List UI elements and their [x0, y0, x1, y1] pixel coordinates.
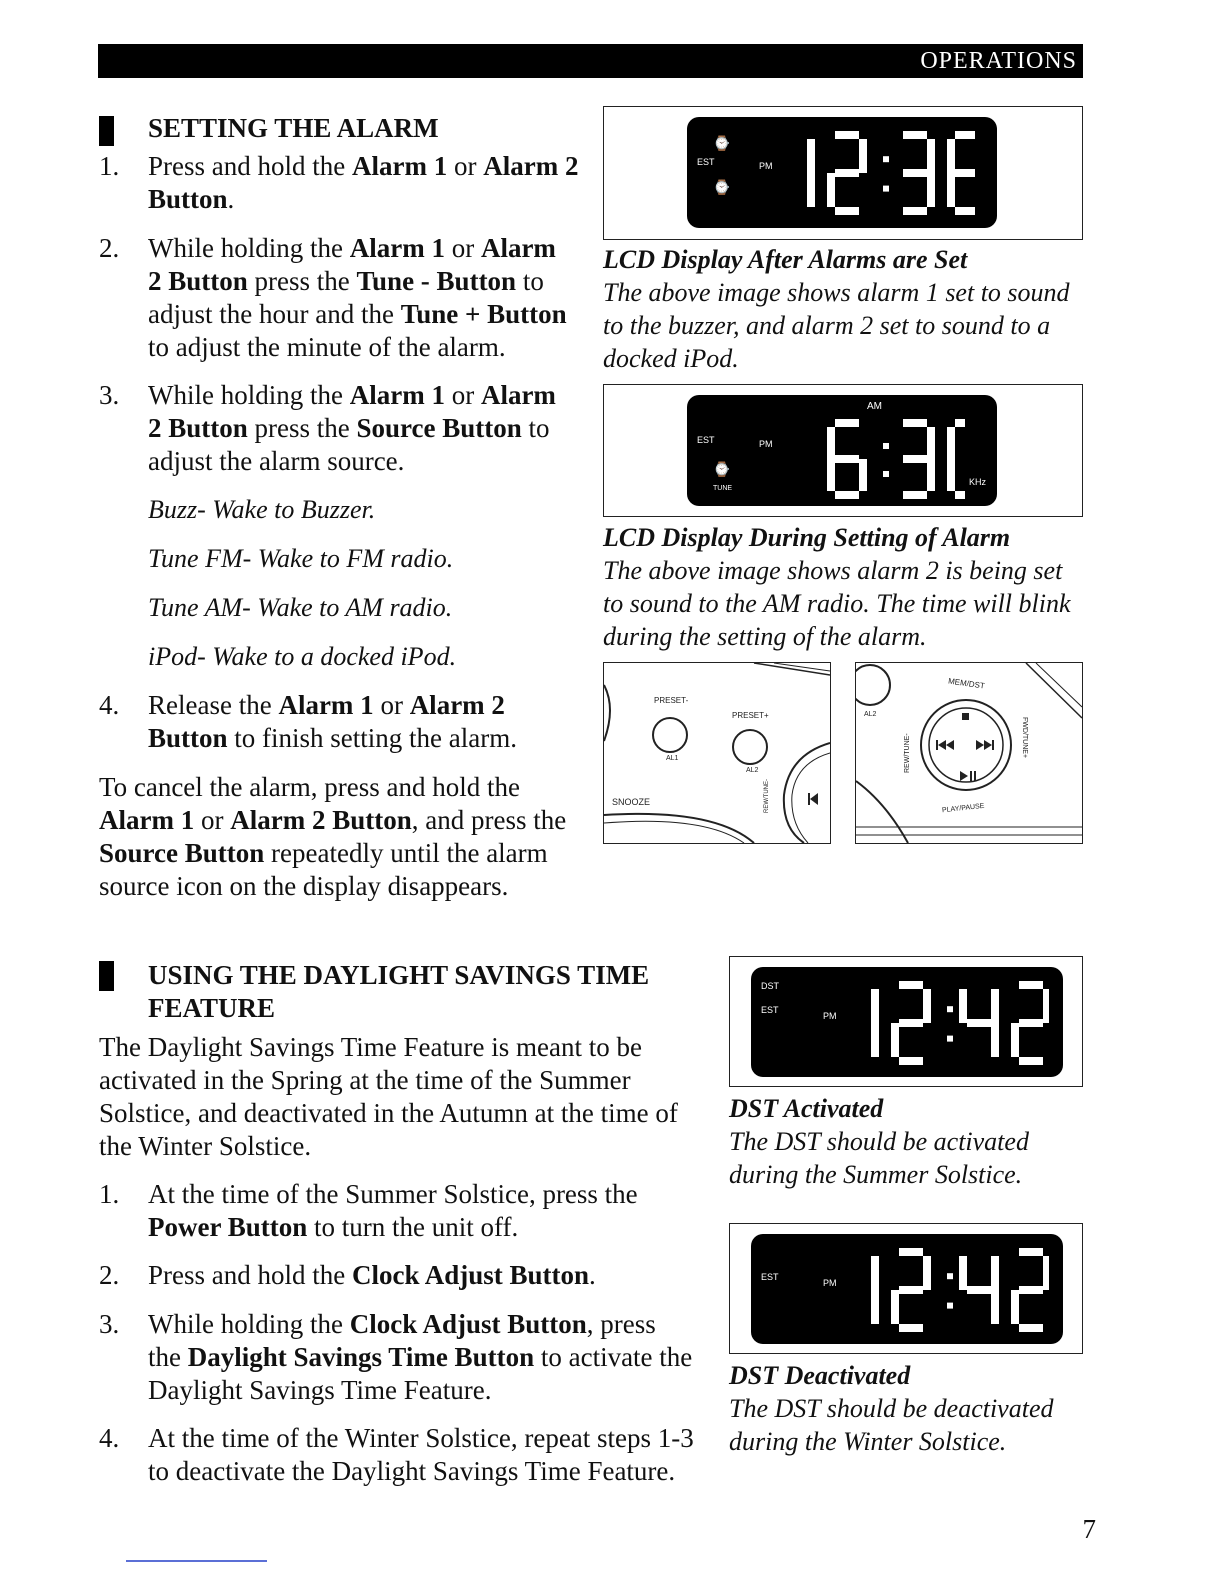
al2-label: AL2 [746, 767, 759, 774]
text-line: The above image shows alarm 1 set to sound [603, 278, 1070, 307]
text-run: or [373, 690, 410, 720]
text-run: At the time of the Summer Solstice, press the [148, 1179, 638, 1209]
text-run: , and press the [411, 805, 567, 835]
lcd-digit [891, 1248, 931, 1332]
text-line: The DST should be deactivated [729, 1394, 1054, 1423]
text-line [148, 1341, 692, 1374]
est-indicator: EST [761, 1005, 779, 1015]
text-line [148, 1178, 638, 1211]
text-line: The DST should be activated [729, 1127, 1029, 1156]
text-run: to deactivate the Daylight Savings Time Feature. [148, 1456, 676, 1486]
colon-dot [947, 1273, 953, 1279]
lcd-digit [959, 1256, 999, 1324]
text-line: The above image shows alarm 2 is being set [603, 556, 1063, 585]
text-line [148, 183, 578, 216]
bold-term: Alarm 2 [483, 151, 579, 181]
transport-panel-drawing [856, 663, 1082, 843]
text-line [148, 1308, 692, 1341]
section-marker-dst [99, 961, 114, 991]
text-run: . [589, 1260, 596, 1290]
dst-indicator: DST [761, 981, 779, 991]
lcd-digit [871, 989, 879, 1057]
text-line [148, 150, 578, 183]
text-run: adjust the hour and the [148, 299, 401, 329]
text-run: press the [247, 266, 357, 296]
lcd-digit [947, 131, 975, 215]
text-line: during the Summer Solstice. [729, 1160, 1023, 1189]
lcd3-caption-title: DST Activated [729, 1094, 884, 1123]
text-line [148, 298, 567, 331]
text-run: Press and hold the [148, 151, 352, 181]
text-run: source icon on the display disappears. [99, 871, 509, 901]
text-run: to [521, 413, 550, 443]
text-line [148, 412, 556, 445]
text-line: activated in the Spring at the time of the Summer [99, 1065, 631, 1095]
bold-term: Daylight Savings Time Button [187, 1342, 535, 1372]
am-indicator: AM [867, 401, 882, 412]
lcd-figure-dst-activated [729, 956, 1083, 1087]
lcd1-caption-title: LCD Display After Alarms are Set [603, 245, 968, 274]
step-number: 2. [99, 233, 120, 263]
lcd-figure-alarms-set [603, 106, 1083, 240]
text-run: Press and hold the [148, 1260, 352, 1290]
alarm-section-heading: SETTING THE ALARM [148, 113, 439, 143]
lcd-figure-setting-alarm [603, 384, 1083, 517]
step-text [148, 1178, 638, 1244]
est-indicator: EST [761, 1272, 779, 1282]
bold-term: Tune - Button [356, 266, 517, 296]
step-number: 1. [99, 151, 120, 181]
step-text [148, 1259, 596, 1292]
text-line [99, 870, 599, 903]
text-line: Solstice, and deactivated in the Autumn at the time of [99, 1098, 678, 1128]
dst-intro-paragraph [99, 1031, 699, 1163]
lcd4-caption-body [729, 1392, 1053, 1458]
bold-term: Alarm 1 [351, 151, 448, 181]
text-line [99, 771, 599, 804]
text-line: to sound to the AM radio. The time will blink [603, 589, 1071, 618]
source-option-fm: Tune FM- Wake to FM radio. [148, 544, 454, 573]
pm-indicator: PM [823, 1011, 837, 1021]
lcd3-caption-body [729, 1125, 1029, 1191]
page-number: 7 [1082, 1514, 1096, 1544]
text-line [148, 379, 556, 412]
step-text [148, 1422, 694, 1488]
text-line: FEATURE [148, 993, 276, 1023]
text-run: to [516, 266, 544, 296]
al2-label: AL2 [864, 711, 877, 718]
text-run: or [444, 380, 481, 410]
tune-indicator: TUNE [713, 485, 733, 492]
text-line [148, 232, 567, 265]
source-option-am: Tune AM- Wake to AM radio. [148, 593, 453, 622]
button-panel-preset-illustration [603, 662, 831, 844]
text-run: . [227, 184, 235, 214]
lcd2-caption-body [603, 554, 1071, 653]
lcd-digit [891, 981, 931, 1065]
step-number: 2. [99, 1260, 120, 1290]
step-number: 1. [99, 1179, 120, 1209]
text-run: to finish setting the alarm. [227, 723, 517, 753]
alarm1-bell-icon: ⌚ [713, 135, 731, 151]
text-line [99, 804, 599, 837]
text-line [148, 1259, 596, 1292]
alarm2-bell-icon: ⌚ [713, 461, 731, 477]
colon-dot [947, 1036, 953, 1042]
est-indicator: EST [697, 435, 715, 445]
text-line: the Winter Solstice. [99, 1131, 312, 1161]
lcd-digit [827, 131, 867, 215]
bold-term: Alarm 2 [409, 690, 505, 720]
text-line [148, 1374, 692, 1407]
step-number: 4. [99, 690, 120, 720]
bold-term: Alarm 1 [278, 690, 374, 720]
step-text [148, 232, 567, 364]
lcd-digit [959, 989, 999, 1057]
text-run: , press [586, 1309, 656, 1339]
play-pause-label: PLAY/PAUSE [941, 802, 985, 815]
snooze-label: SNOOZE [612, 797, 651, 807]
text-run: While holding the [148, 380, 350, 410]
lcd-time-digits [839, 1248, 1049, 1332]
colon-dot [883, 186, 889, 192]
bold-term: 2 Button [148, 413, 248, 443]
colon-dot [947, 1303, 953, 1309]
section-marker-alarm [99, 116, 114, 146]
bold-term: Alarm [480, 380, 556, 410]
lcd2-caption-title: LCD Display During Setting of Alarm [603, 523, 1011, 552]
source-option-ipod: iPod- Wake to a docked iPod. [148, 642, 457, 671]
lcd-digit [1011, 981, 1049, 1065]
lcd-digit [903, 131, 935, 215]
lcd-digit [947, 419, 965, 499]
bold-term: Alarm 1 [349, 380, 445, 410]
bold-term: 2 Button [148, 266, 248, 296]
text-run: or [194, 805, 231, 835]
bold-term: Alarm 1 [349, 233, 445, 263]
colon-dot [883, 156, 889, 162]
bold-term: Alarm [480, 233, 556, 263]
footer-rule [126, 1560, 267, 1562]
pm-indicator: PM [759, 161, 773, 171]
lcd-time-digits [775, 131, 975, 215]
bold-term: Alarm 2 Button [230, 805, 412, 835]
step-number: 3. [99, 380, 120, 410]
text-run: or [444, 233, 481, 263]
colon-dot [883, 443, 889, 449]
button-panel-transport-illustration [855, 662, 1083, 844]
text-run: To cancel the alarm, press and hold the [99, 772, 520, 802]
text-line [148, 1455, 694, 1488]
text-line [148, 331, 567, 364]
bold-term: Clock Adjust Button [349, 1309, 587, 1339]
step-number: 4. [99, 1423, 120, 1453]
text-line: to the buzzer, and alarm 2 set to sound to a [603, 311, 1051, 340]
text-run: the [148, 1342, 188, 1372]
alarm2-bell-icon: ⌚ [713, 179, 731, 195]
text-line [99, 837, 599, 870]
lcd-screen [751, 1234, 1063, 1344]
bold-term: Button [148, 184, 228, 214]
lcd4-caption-title: DST Deactivated [729, 1361, 911, 1390]
step-number: 3. [99, 1309, 120, 1339]
text-run: adjust the alarm source. [148, 446, 405, 476]
bold-term: Button [148, 723, 228, 753]
text-line [148, 722, 517, 755]
lcd-screen [751, 967, 1063, 1077]
bold-term: Tune + Button [400, 299, 567, 329]
text-run: press the [247, 413, 357, 443]
text-run: to turn the unit off. [307, 1212, 519, 1242]
text-line: docked iPod. [603, 344, 739, 373]
lcd-time-digits [775, 419, 965, 499]
bold-term: Power Button [148, 1212, 308, 1242]
text-run: to activate the [534, 1342, 693, 1372]
header-title: OPERATIONS [920, 48, 1077, 74]
preset-panel-drawing [604, 663, 830, 843]
fwd-tune-label: FWD/TUNE+ [1021, 717, 1028, 759]
lcd-digit [871, 1256, 879, 1324]
rew-tune-label: REW/TUNE- [904, 733, 911, 773]
preset-minus-label: PRESET- [654, 696, 689, 705]
preset-plus-label: PRESET+ [732, 711, 769, 720]
text-line: during the setting of the alarm. [603, 622, 927, 651]
text-line: The Daylight Savings Time Feature is meant to be [99, 1032, 642, 1062]
lcd-digit [1011, 1248, 1049, 1332]
text-run: or [447, 151, 484, 181]
colon-dot [947, 1006, 953, 1012]
bold-term: Clock Adjust Button [351, 1260, 590, 1290]
step-text [148, 150, 578, 216]
lcd-time-digits [839, 981, 1049, 1065]
text-run: Release the [148, 690, 279, 720]
lcd-digit [903, 419, 935, 499]
bold-term: Alarm 1 [99, 805, 195, 835]
text-line [148, 1211, 638, 1244]
text-line: during the Winter Solstice. [729, 1427, 1007, 1456]
text-line: USING THE DAYLIGHT SAVINGS TIME [148, 960, 650, 990]
pm-indicator: PM [823, 1278, 837, 1288]
est-indicator: EST [697, 157, 715, 167]
text-run: While holding the [148, 1309, 350, 1339]
section-header-bar [98, 44, 1083, 78]
text-run: At the time of the Winter Solstice, repeat steps 1-3 [148, 1423, 694, 1453]
lcd-screen [687, 117, 997, 228]
source-option-buzz: Buzz- Wake to Buzzer. [148, 495, 376, 524]
text-line [148, 445, 556, 478]
lcd1-caption-body [603, 276, 1070, 375]
text-run: to adjust the minute of the alarm. [148, 332, 506, 362]
step-text [148, 689, 517, 755]
mem-dst-label: MEM/DST [947, 676, 986, 691]
step-text [148, 379, 556, 478]
bold-term: Source Button [356, 413, 522, 443]
text-line [148, 265, 567, 298]
lcd-digit [827, 419, 867, 499]
colon-dot [883, 471, 889, 477]
bold-term: Source Button [99, 838, 265, 868]
rew-tune-label: REW/TUNE- [764, 779, 770, 813]
text-line [148, 689, 517, 722]
text-line [148, 1422, 694, 1455]
dst-section-heading [148, 959, 649, 1025]
step-text [148, 1308, 692, 1407]
lcd-figure-dst-deactivated [729, 1223, 1083, 1354]
cancel-alarm-paragraph [99, 771, 599, 903]
pm-indicator: PM [759, 439, 773, 449]
lcd-digit [807, 139, 815, 207]
al1-label: AL1 [666, 755, 679, 762]
khz-indicator: KHz [969, 477, 987, 487]
text-run: Daylight Savings Time Feature. [148, 1375, 492, 1405]
text-run: repeatedly until the alarm [264, 838, 548, 868]
lcd-screen [687, 395, 997, 506]
text-run: While holding the [148, 233, 350, 263]
